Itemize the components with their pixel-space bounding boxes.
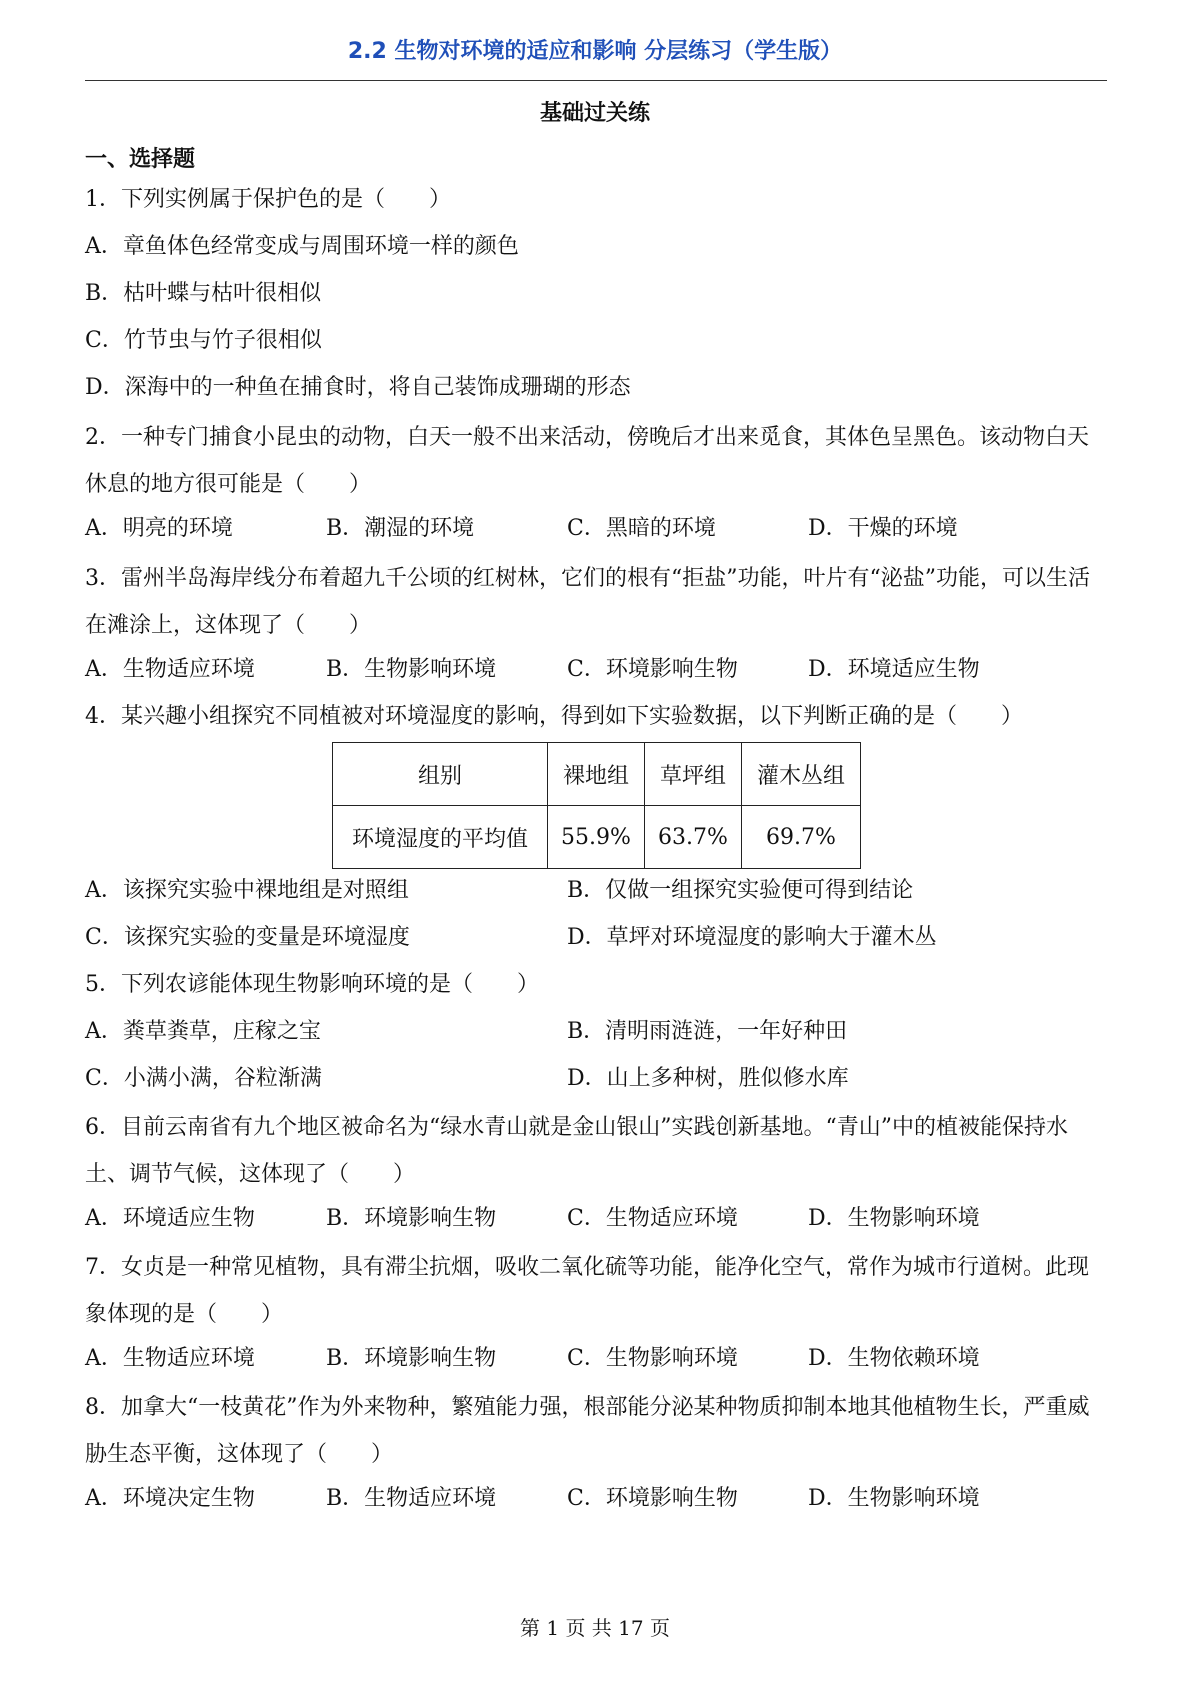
question-7-option-a: A．生物适应环境 [85, 1346, 255, 1371]
question-7-option-d: D．生物依赖环境 [808, 1346, 980, 1371]
question-7-option-c: C．生物影响环境 [567, 1346, 738, 1371]
question-3-option-d: D．环境适应生物 [808, 657, 980, 682]
question-7-option-b: B．环境影响生物 [326, 1346, 497, 1371]
section-title: 基础过关练 [539, 101, 650, 126]
humidity-table [332, 742, 861, 869]
question-2-option-c: C．黑暗的环境 [567, 516, 716, 541]
question-5-option-b: B．清明雨涟涟，一年好种田 [567, 1019, 848, 1044]
question-6-stem: 6．目前云南省有九个地区被命名为“绿水青山就是金山银山”实践创新基地。“青山”中的植被能保持水土、调节气候，这体现了（ ） [85, 1115, 1068, 1187]
table-row [333, 743, 861, 806]
table-cell: 69.7% [742, 806, 861, 869]
question-4-option-b: B．仅做一组探究实验便可得到结论 [567, 878, 914, 903]
question-5-option-c: C．小满小满，谷粒渐满 [85, 1066, 322, 1091]
question-6-option-b: B．环境影响生物 [326, 1206, 497, 1231]
question-2-option-b: B．潮湿的环境 [326, 516, 475, 541]
document-title: 2.2 生物对环境的适应和影响 分层练习（学生版） [347, 39, 843, 64]
question-6-option-a: A．环境适应生物 [85, 1206, 255, 1231]
table-cell: 环境湿度的平均值 [333, 806, 548, 869]
question-1-option-a: A．章鱼体色经常变成与周围环境一样的颜色 [85, 234, 519, 259]
question-2-option-a: A．明亮的环境 [85, 516, 233, 541]
question-6-option-d: D．生物影响环境 [808, 1206, 980, 1231]
question-7-stem: 7．女贞是一种常见植物，具有滞尘抗烟，吸收二氧化硫等功能，能净化空气，常作为城市行道树。此现象体现的是（ ） [85, 1255, 1090, 1327]
question-8-option-d: D．生物影响环境 [808, 1486, 980, 1511]
page-number: 第 1 页 共 17 页 [520, 1616, 670, 1640]
question-3-option-b: B．生物影响环境 [326, 657, 497, 682]
question-2-stem: 2．一种专门捕食小昆虫的动物，白天一般不出来活动，傍晚后才出来觅食，其体色呈黑色。该动物白天休息的地方很可能是（ ） [85, 425, 1090, 497]
question-4-option-d: D．草坪对环境湿度的影响大于灌木丛 [567, 925, 937, 950]
part-title: 一、选择题 [85, 147, 196, 172]
question-1-option-b: B．枯叶蝶与枯叶很相似 [85, 281, 322, 306]
question-3-stem: 3．雷州半岛海岸线分布着超九千公顷的红树林，它们的根有“拒盐”功能，叶片有“泌盐”功能，可以生活在滩涂上，这体现了（ ） [85, 566, 1090, 638]
table-header-cell: 组别 [333, 743, 548, 806]
question-8-option-b: B．生物适应环境 [326, 1486, 497, 1511]
table-header-cell: 草坪组 [645, 743, 742, 806]
question-4-option-a: A．该探究实验中裸地组是对照组 [85, 878, 409, 903]
question-4-option-c: C．该探究实验的变量是环境湿度 [85, 925, 410, 950]
table-cell: 63.7% [645, 806, 742, 869]
table-header-cell: 裸地组 [548, 743, 645, 806]
question-1-option-d: D．深海中的一种鱼在捕食时，将自己装饰成珊瑚的形态 [85, 375, 631, 400]
question-3-option-c: C．环境影响生物 [567, 657, 738, 682]
table-cell: 55.9% [548, 806, 645, 869]
question-4-stem: 4．某兴趣小组探究不同植被对环境湿度的影响，得到如下实验数据，以下判断正确的是（ ） [85, 704, 1024, 729]
question-8-option-a: A．环境决定生物 [85, 1486, 255, 1511]
table-row [333, 806, 861, 869]
question-6-option-c: C．生物适应环境 [567, 1206, 738, 1231]
question-5-option-d: D．山上多种树，胜似修水库 [567, 1066, 849, 1091]
question-3-option-a: A．生物适应环境 [85, 657, 255, 682]
question-5-stem: 5．下列农谚能体现生物影响环境的是（ ） [85, 972, 539, 997]
question-1-stem: 1．下列实例属于保护色的是（ ） [85, 187, 451, 212]
question-1-option-c: C．竹节虫与竹子很相似 [85, 328, 322, 353]
question-2-option-d: D．干燥的环境 [808, 516, 958, 541]
header-divider [85, 80, 1107, 81]
question-8-stem: 8．加拿大“一枝黄花”作为外来物种，繁殖能力强，根部能分泌某种物质抑制本地其他植物生长，严重威胁生态平衡，这体现了（ ） [85, 1395, 1090, 1467]
question-5-option-a: A．粪草粪草，庄稼之宝 [85, 1019, 321, 1044]
table-header-cell: 灌木丛组 [742, 743, 861, 806]
question-8-option-c: C．环境影响生物 [567, 1486, 738, 1511]
